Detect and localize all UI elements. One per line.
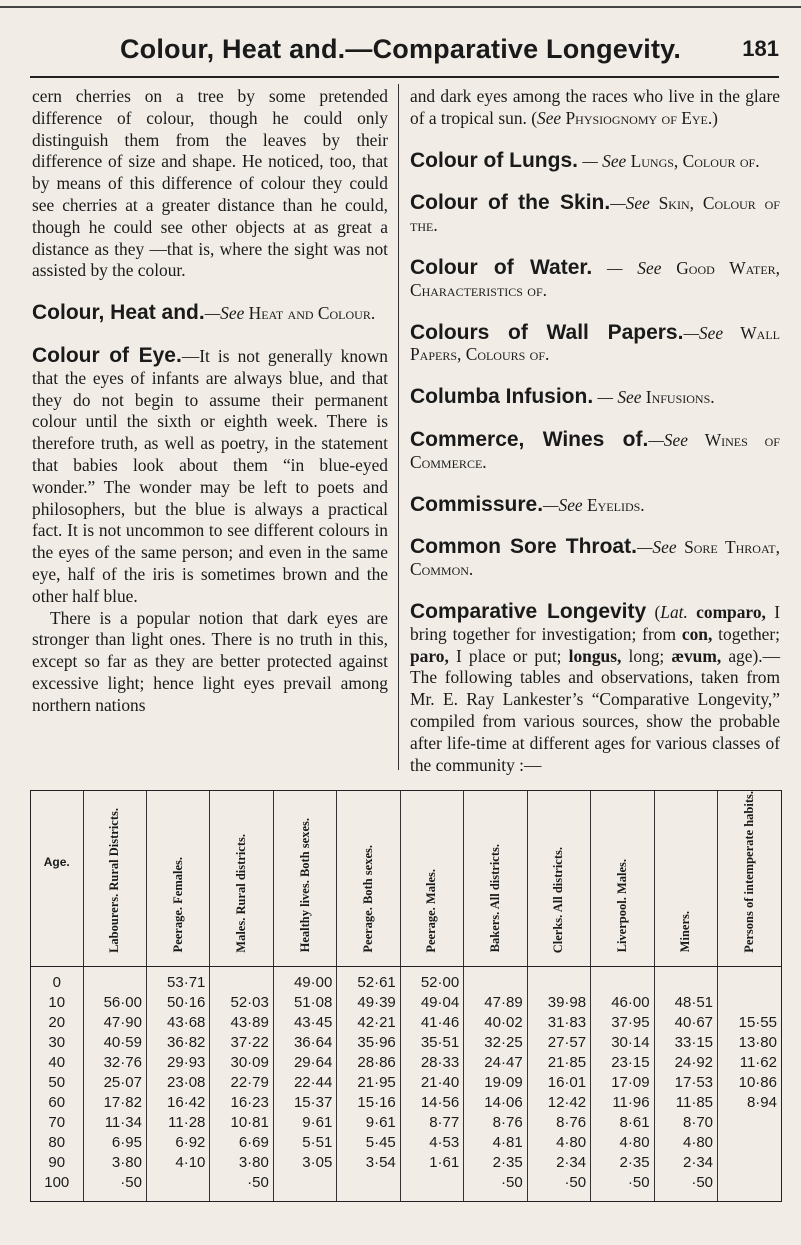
spacer-cell	[273, 1193, 336, 1201]
table-cell: ·50	[83, 1173, 146, 1193]
table-row	[31, 1013, 781, 1033]
age-cell: 90	[31, 1153, 83, 1173]
table-cell: 17·09	[591, 1073, 654, 1093]
age-cell: 30	[31, 1033, 83, 1053]
see-label: —See	[543, 494, 587, 515]
spacer-cell	[210, 1193, 273, 1201]
table-cell: 36·64	[273, 1033, 336, 1053]
entry-wall-papers	[410, 322, 780, 367]
table-cell: 6·69	[210, 1133, 273, 1153]
table-cell	[718, 993, 781, 1013]
latin-word: longus,	[568, 645, 622, 666]
paragraph-dark-eyes: There is a popular notion that dark eyes are stronger than light ones. There is no truth in this, except so far as they are better protected against excessive light; hence light eyes prevail among northern nations	[32, 607, 388, 715]
table-cell: 16·01	[527, 1073, 590, 1093]
entry-colour-of-lungs	[410, 150, 780, 173]
column-header	[83, 791, 146, 966]
table-cell: 4·53	[400, 1133, 463, 1153]
cross-reference[interactable]: Skin, Colour of the.	[410, 193, 780, 236]
entry-columba-infusion	[410, 386, 780, 409]
table-cell: 15·16	[337, 1093, 400, 1113]
header-label: Peerage. Females.	[170, 857, 185, 953]
table-cell	[337, 1173, 400, 1193]
table-cell	[146, 1173, 209, 1193]
table-cell: 28·33	[400, 1053, 463, 1073]
table-cell: 28·86	[337, 1053, 400, 1073]
column-header	[273, 791, 336, 966]
text: together;	[712, 623, 780, 644]
table-cell	[718, 1153, 781, 1173]
table-cell: 25·07	[83, 1073, 146, 1093]
table-cell: ·50	[654, 1173, 717, 1193]
table-cell: 21·40	[400, 1073, 463, 1093]
running-head	[0, 16, 801, 70]
column-header	[464, 791, 527, 966]
column-header	[337, 791, 400, 966]
table-cell: 3·80	[83, 1153, 146, 1173]
table-cell: ·50	[464, 1173, 527, 1193]
table-cell: 27·57	[527, 1033, 590, 1053]
table-cell: 40·67	[654, 1013, 717, 1033]
table-cell: 32·76	[83, 1053, 146, 1073]
paragraph-cherries: cern cherries on a tree by some pretended difference of colour, though he could only distinguish them from the leaves by their difference of size and shape. He noticed, too, that by means of this difference of colour they could see cherries at a greater distance than he could, though he could see other objects at as great a distance as they —that is, where the sight was not assisted by the colour.	[32, 86, 388, 281]
table-cell: 43·68	[146, 1013, 209, 1033]
cross-reference[interactable]: Heat and Colour.	[248, 303, 376, 324]
table-cell: 46·00	[591, 993, 654, 1013]
table-cell: 5·45	[337, 1133, 400, 1153]
table-cell: 14·06	[464, 1093, 527, 1113]
table-cell: 11·62	[739, 1053, 777, 1071]
entry-text: —It is not generally known that the eyes of infants are always blue, and that they do not begin to assume their permanent colour until the sixth or eighth week. There is therefore truth, as well as poetry, in the statement that babies look about them “in blue-eyed wonder.” The wonder may be left to poets and philosophers, but the blue is always a practical fact. It is not uncommon to see different colours in the eyes of the same person; and even in the same eye, half of the iris is sometimes brown and the other half blue.	[32, 345, 388, 606]
spacer-cell	[83, 1193, 146, 1201]
entry-commerce-wines	[410, 429, 780, 474]
header-label: Bakers. All districts.	[487, 844, 502, 953]
spacer-cell	[146, 1193, 209, 1201]
header-label: Healthy lives. Both sexes.	[297, 818, 312, 953]
table-cell: 6·95	[83, 1133, 146, 1153]
table-row	[31, 966, 781, 993]
headword: Columba Infusion.	[410, 385, 594, 409]
table-cell: 2·35	[591, 1153, 654, 1173]
table-cell: 3·05	[273, 1153, 336, 1173]
spacer-cell	[527, 1193, 590, 1201]
headword: Commissure.	[410, 492, 544, 516]
table-cell: 23·15	[591, 1053, 654, 1073]
spacer-cell	[464, 1193, 527, 1201]
column-header	[718, 791, 781, 966]
headword: Colour, Heat and.	[32, 301, 205, 325]
latin-word: ævum,	[671, 645, 722, 666]
table-cell	[718, 1133, 781, 1153]
see-label: —See	[610, 193, 659, 214]
longevity-table	[30, 790, 782, 1202]
age-cell: 50	[31, 1073, 83, 1093]
table-cell: 14·56	[400, 1093, 463, 1113]
table-cell	[210, 966, 273, 993]
table-cell: 11·28	[146, 1113, 209, 1133]
table-cell: 21·85	[527, 1053, 590, 1073]
table-cell: 29·93	[146, 1053, 209, 1073]
table-body	[31, 966, 781, 1201]
headword: Comparative Longevity	[410, 599, 647, 623]
table-spacer-row	[31, 1193, 781, 1201]
text: age).—The following tables and observations, taken from Mr. E. Ray Lankester’s “Comparative Longevity,” compiled from various sources, show the probable after life-time at different ages for various classes of the community :—	[410, 645, 780, 775]
cross-reference[interactable]: Eyelids.	[587, 494, 645, 515]
table-cell: 37·95	[591, 1013, 654, 1033]
table-cell: 43·89	[210, 1013, 273, 1033]
table-cell: 1·61	[400, 1153, 463, 1173]
table-cell: 37·22	[210, 1033, 273, 1053]
table-cell: 15·55	[738, 1013, 777, 1031]
header-label: Males. Rural districts.	[234, 834, 249, 953]
table-row	[31, 1073, 781, 1093]
table-cell: 17·53	[654, 1073, 717, 1093]
column-header	[400, 791, 463, 966]
column-header-age	[31, 791, 83, 966]
cross-reference[interactable]: Sore Throat, Common.	[410, 537, 780, 580]
text: I place or put;	[448, 645, 569, 666]
table-cell: 4·80	[527, 1133, 590, 1153]
table-cell: 4·80	[591, 1133, 654, 1153]
table-cell: 2·34	[527, 1153, 590, 1173]
entry-colour-of-skin	[410, 192, 780, 237]
spacer-cell	[591, 1193, 654, 1201]
entry-colour-of-water	[410, 257, 780, 302]
table-cell: 48·51	[654, 993, 717, 1013]
table-cell: ·50	[591, 1173, 654, 1193]
headword: Colour of Water.	[410, 255, 593, 279]
table-cell: ·50	[210, 1173, 273, 1193]
table-cell: 8·94	[746, 1093, 777, 1111]
column-divider	[398, 84, 399, 770]
table-cell: 9·61	[273, 1113, 336, 1133]
table-cell: 3·80	[210, 1153, 273, 1173]
table-cell: 11·85	[654, 1093, 717, 1113]
table-cell: 50·16	[146, 993, 209, 1013]
table-cell: 12·42	[527, 1093, 590, 1113]
table-cell: 40·59	[83, 1033, 146, 1053]
table-cell: 33·15	[654, 1033, 717, 1053]
entry-sore-throat	[410, 536, 780, 581]
cross-reference[interactable]: Wall Papers, Colours of.	[410, 322, 780, 365]
text: long;	[621, 645, 672, 666]
table-cell: 16·23	[210, 1093, 273, 1113]
table-cell: 17·82	[83, 1093, 146, 1113]
table-cell: 4·81	[464, 1133, 527, 1153]
table-cell: 53·71	[146, 966, 209, 993]
entry-colour-heat	[32, 302, 388, 325]
age-cell: 80	[31, 1133, 83, 1153]
table-cell: 24·92	[654, 1053, 717, 1073]
table-cell: 24·47	[464, 1053, 527, 1073]
table-cell: 39·98	[527, 993, 590, 1013]
cross-reference[interactable]: Physiognomy of Eye.)	[561, 107, 718, 128]
column-header	[527, 791, 590, 966]
table-header-row	[31, 791, 781, 966]
cross-reference[interactable]: Wines of Commerce.	[410, 429, 780, 472]
column-header	[146, 791, 209, 966]
table-cell: 22·79	[210, 1073, 273, 1093]
latin-word: paro,	[410, 645, 449, 666]
table-cell: 30·09	[210, 1053, 273, 1073]
column-header	[591, 791, 654, 966]
see-label: — See	[592, 257, 677, 278]
cross-reference[interactable]: Good Water, Characteristics of.	[410, 257, 781, 300]
table-cell	[83, 966, 146, 993]
top-rule	[0, 6, 801, 8]
text: and dark eyes among the races who live in the glare of a tropical sun. (	[410, 86, 780, 128]
table-cell: ·50	[527, 1173, 590, 1193]
table-row	[31, 1153, 781, 1173]
headword: Commerce, Wines of.	[410, 427, 649, 451]
table-cell	[718, 966, 781, 993]
spacer-cell	[654, 1193, 717, 1201]
headword: Colours of Wall Papers.	[410, 320, 684, 344]
table-cell: 19·09	[464, 1073, 527, 1093]
table-cell: 23·08	[146, 1073, 209, 1093]
column-header	[654, 791, 717, 966]
table-cell: 10·86	[738, 1073, 777, 1091]
table-cell	[527, 966, 590, 993]
table-cell: 43·45	[273, 1013, 336, 1033]
table-cell: 2·34	[654, 1153, 717, 1173]
cross-reference[interactable]: Infusions.	[645, 387, 715, 408]
header-label: Miners.	[678, 911, 693, 953]
headword: Colour of the Skin.	[410, 191, 611, 215]
table-row	[31, 1093, 781, 1113]
table-cell: 30·14	[591, 1033, 654, 1053]
table-cell: 3·54	[337, 1153, 400, 1173]
table-cell: 8·77	[400, 1113, 463, 1133]
table-cell: 52·03	[210, 993, 273, 1013]
table-cell: 11·34	[83, 1113, 146, 1133]
paragraph-continuation	[410, 86, 780, 130]
see-label: — See	[577, 150, 631, 171]
table-cell: 49·00	[273, 966, 336, 993]
table-cell: 49·04	[400, 993, 463, 1013]
headword: Common Sore Throat.	[410, 535, 637, 559]
page-number: 181	[742, 36, 779, 61]
table-cell: 41·46	[400, 1013, 463, 1033]
header-label: Labourers. Rural Districts.	[107, 807, 122, 953]
table-cell: 2·35	[464, 1153, 527, 1173]
table-cell	[718, 1173, 781, 1193]
table-cell: 40·02	[464, 1013, 527, 1033]
table-cell: 32·25	[464, 1033, 527, 1053]
table-cell: 42·21	[337, 1013, 400, 1033]
table-row	[31, 1113, 781, 1133]
age-cell: 100	[31, 1173, 83, 1193]
see-label: —See	[204, 303, 249, 324]
latin-word: comparo,	[687, 601, 766, 622]
table-cell: 13·80	[738, 1033, 777, 1051]
header-label: Clerks. All districts.	[551, 846, 566, 953]
table-cell	[400, 1173, 463, 1193]
table-cell: 15·37	[273, 1093, 336, 1113]
spacer-cell	[400, 1193, 463, 1201]
header-label: Age.	[43, 855, 70, 869]
see-label: See	[537, 107, 562, 128]
spacer-cell	[337, 1193, 400, 1201]
table-cell: 9·61	[337, 1113, 400, 1133]
table-cell: 10·81	[210, 1113, 273, 1133]
header-label: Persons of intemperate habits.	[742, 791, 757, 953]
age-cell: 10	[31, 993, 83, 1013]
table-cell: 22·44	[273, 1073, 336, 1093]
spacer-cell	[31, 1193, 83, 1201]
latin-label: Lat.	[660, 601, 688, 622]
table-cell: 8·76	[527, 1113, 590, 1133]
table-cell: 56·00	[83, 993, 146, 1013]
text: I bring together for investigation; from	[410, 601, 780, 644]
right-column	[410, 86, 780, 776]
table-cell: 29·64	[273, 1053, 336, 1073]
table-cell: 52·61	[337, 966, 400, 993]
table-cell	[718, 1113, 781, 1133]
see-label: —See	[636, 537, 685, 558]
entry-colour-of-eye	[32, 345, 388, 608]
header-label: Liverpool. Males.	[614, 859, 629, 953]
table-cell: 49·39	[337, 993, 400, 1013]
headword: Colour of Lungs.	[410, 148, 578, 172]
header-rule	[30, 76, 779, 78]
table-cell: 35·51	[400, 1033, 463, 1053]
table-cell: 47·89	[464, 993, 527, 1013]
table-cell: 31·83	[527, 1013, 590, 1033]
see-label: — See	[593, 387, 646, 408]
age-cell: 20	[31, 1013, 83, 1033]
header-label: Peerage. Both sexes.	[361, 845, 376, 953]
table-cell	[591, 966, 654, 993]
header-label: Peerage. Males.	[424, 869, 439, 953]
age-cell: 0	[31, 966, 83, 993]
see-label: —See	[683, 322, 741, 343]
spacer-cell	[718, 1193, 781, 1201]
table-cell: 36·82	[146, 1033, 209, 1053]
table-cell: 52·00	[400, 966, 463, 993]
table-row	[31, 1133, 781, 1153]
table-cell	[464, 966, 527, 993]
age-cell: 60	[31, 1093, 83, 1113]
table-cell: 51·08	[273, 993, 336, 1013]
table-row	[31, 1053, 781, 1073]
table-cell: 4·10	[146, 1153, 209, 1173]
table-cell: 8·76	[464, 1113, 527, 1133]
age-cell: 40	[31, 1053, 83, 1073]
entry-commissure	[410, 494, 780, 517]
age-cell: 70	[31, 1113, 83, 1133]
page-title: Colour, Heat and.—Comparative Longevity.	[119, 34, 682, 64]
table-cell: 8·70	[654, 1113, 717, 1133]
table-row	[31, 1033, 781, 1053]
table-cell: 47·90	[83, 1013, 146, 1033]
latin-word: con,	[681, 623, 713, 644]
text: (	[646, 601, 661, 622]
table-row	[31, 1173, 781, 1193]
table-cell: 11·96	[591, 1093, 654, 1113]
table-cell: 4·80	[654, 1133, 717, 1153]
table-cell	[654, 966, 717, 993]
left-column	[32, 86, 388, 717]
column-header	[210, 791, 273, 966]
see-label: —See	[648, 429, 705, 450]
table-cell	[273, 1173, 336, 1193]
table-cell: 16·42	[146, 1093, 209, 1113]
cross-reference[interactable]: Lungs, Colour of.	[630, 150, 760, 171]
table-row	[31, 993, 781, 1013]
table-cell: 35·96	[337, 1033, 400, 1053]
entry-comparative-longevity	[410, 601, 780, 776]
table-cell: 21·95	[337, 1073, 400, 1093]
headword: Colour of Eye.	[32, 343, 182, 367]
table-cell: 5·51	[273, 1133, 336, 1153]
table-cell: 6·92	[146, 1133, 209, 1153]
table-cell: 8·61	[591, 1113, 654, 1133]
